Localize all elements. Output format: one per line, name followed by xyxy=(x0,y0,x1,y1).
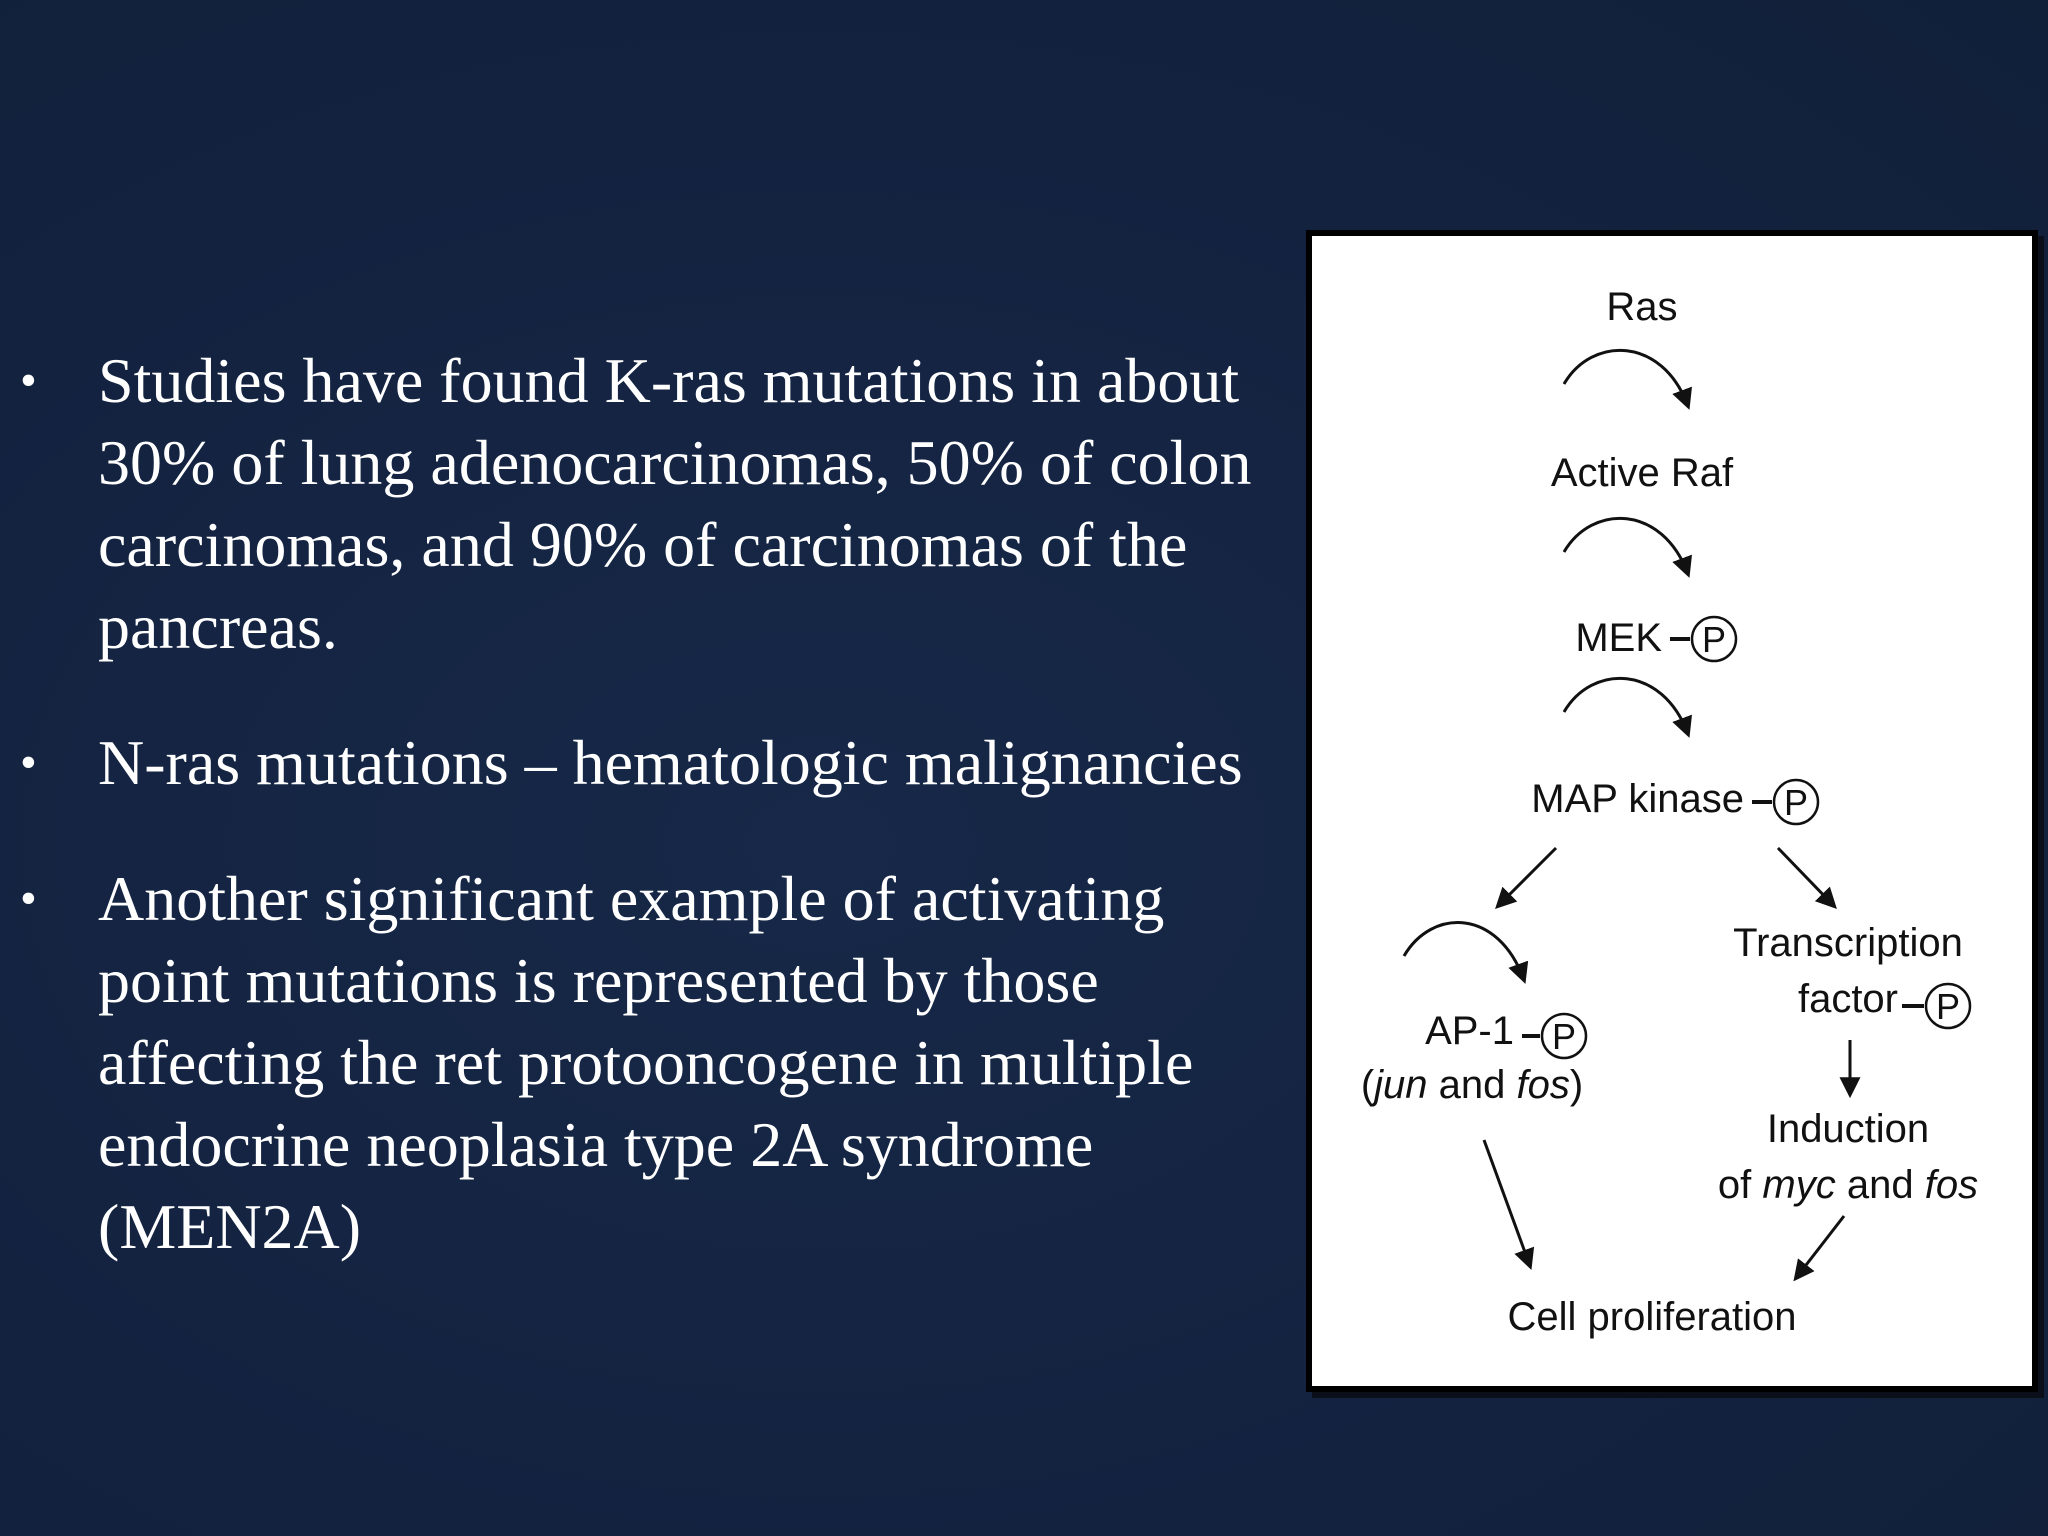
node-mek: MEK xyxy=(1575,616,1662,660)
ras-pathway-figure xyxy=(1306,230,2038,1392)
arrow-ras-raf xyxy=(1564,350,1688,406)
node-cell-proliferation: Cell proliferation xyxy=(1507,1295,1797,1339)
arrow-raf-mek xyxy=(1564,518,1688,574)
arrow-induction-proliferation xyxy=(1796,1216,1844,1278)
node-ras: Ras xyxy=(1606,285,1678,329)
pathway-diagram xyxy=(1312,236,2032,1386)
phosphate-label: P xyxy=(1701,619,1727,660)
bullet-ret xyxy=(20,858,1280,1268)
arrow-ap1-activation xyxy=(1404,923,1524,980)
node-ap1: AP-1 xyxy=(1425,1009,1514,1053)
bullet-kras xyxy=(20,340,1280,668)
arrow-map-tf xyxy=(1778,848,1834,906)
node-transcription: Transcription xyxy=(1733,921,1963,965)
node-jun-fos: (jun and fos) xyxy=(1360,1063,1584,1107)
arrow-ap1-proliferation xyxy=(1484,1140,1530,1266)
bullet-text: N-ras mutations – hematologic malignancies xyxy=(98,727,1243,798)
bullet-list xyxy=(20,340,1280,1322)
arrow-map-ap1 xyxy=(1498,848,1556,906)
bullet-text: Another significant example of activating point mutations is represented by those affecting the ret protooncogene in multiple endocrine neoplasia type 2A syndrome (MEN2A) xyxy=(98,863,1194,1262)
phosphate-label: P xyxy=(1551,1016,1577,1057)
node-induction: Induction xyxy=(1766,1107,1930,1151)
bullet-text: Studies have found K-ras mutations in about 30% of lung adenocarcinomas, 50% of colon carcinomas, and 90% of carcinomas of the pancreas. xyxy=(98,345,1252,662)
node-factor: factor xyxy=(1797,977,1898,1021)
node-active-raf: Active Raf xyxy=(1550,451,1734,495)
bullet-nras xyxy=(20,722,1280,804)
phosphate-label: P xyxy=(1783,782,1809,823)
bullet-marker: • xyxy=(20,354,37,407)
bullet-marker: • xyxy=(20,736,37,789)
phosphate-label: P xyxy=(1935,986,1961,1027)
node-myc-fos: of myc and fos xyxy=(1717,1163,1979,1207)
bullet-marker: • xyxy=(20,872,37,925)
arrow-mek-map xyxy=(1564,678,1688,734)
node-map-kinase: MAP kinase xyxy=(1531,777,1744,821)
